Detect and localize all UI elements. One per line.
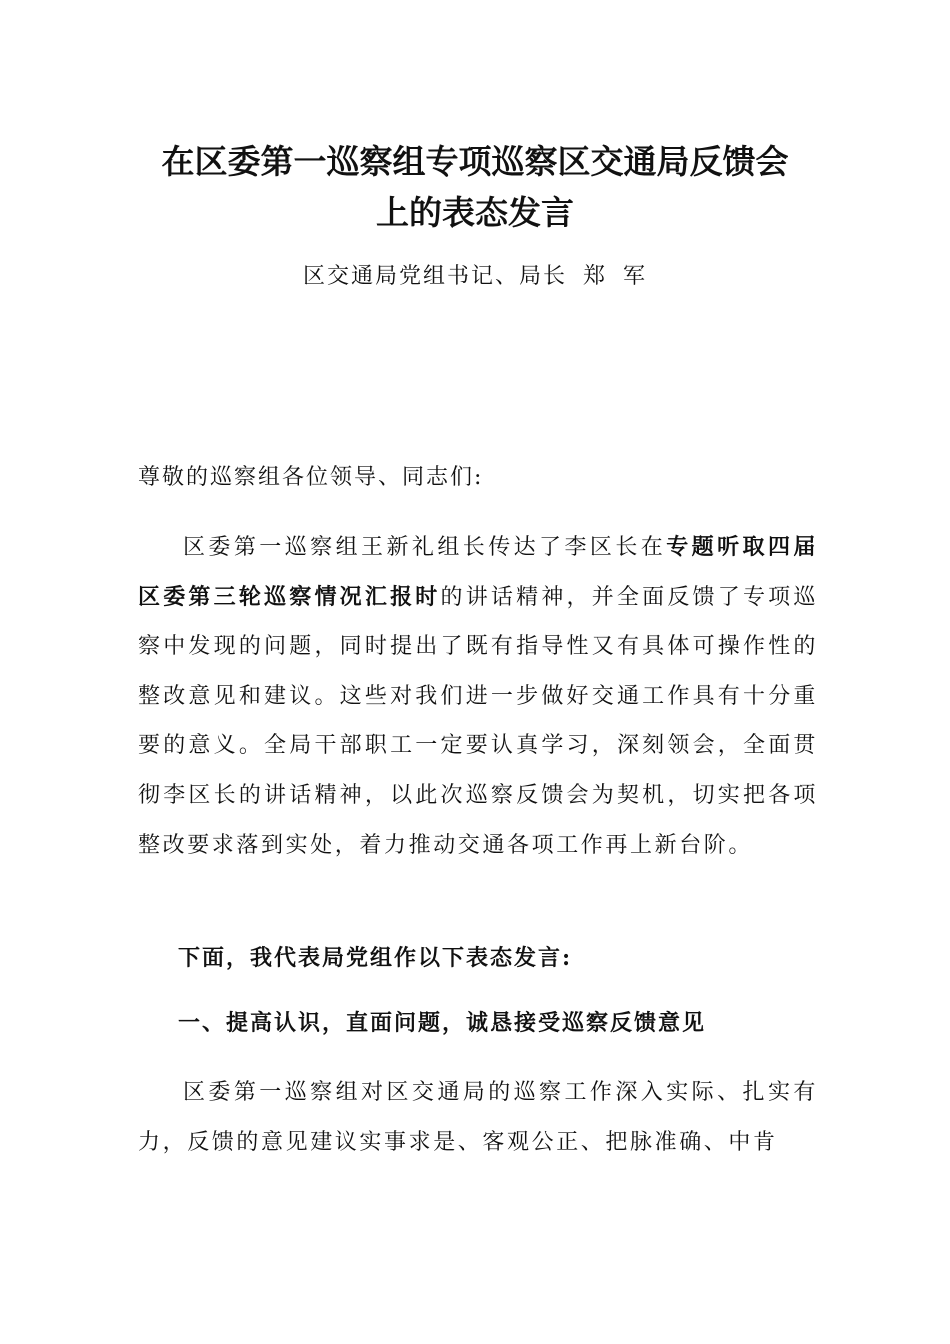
document-title-line-1: 在区委第一巡察组专项巡察区交通局反馈会 bbox=[161, 142, 789, 181]
paragraph-section-1: 区委第一巡察组对区交通局的巡察工作深入实际、扎实有力，反馈的意见建议实事求是、客观公正、把脉准确、中肯 bbox=[138, 1080, 818, 1155]
section-heading-1: 一、提高认识，直面问题，诚恳接受巡察反馈意见 bbox=[178, 1010, 707, 1036]
salutation: 尊敬的巡察组各位领导、同志们: bbox=[138, 465, 484, 490]
paragraph-opening-text-2: 的讲话精神，并全面反馈了专项巡察中发现的问题，同时提出了既有指导性又有具体可操作性的整改意见和建议。这些对我们进一步做好交通工作具有十分重要的意义。全局干部职工一定要认真学习，深刻领会，全面贯彻李区长的讲话精神，以此次巡察反馈会为契机，切实把各项整改要求落到实处，着力推动交通各项工作再上新台阶。 bbox=[138, 584, 818, 858]
document-title-line-2: 上的表态发言 bbox=[376, 193, 574, 232]
author-name-surname: 郑 bbox=[582, 264, 607, 289]
paragraph-opening bbox=[138, 523, 818, 870]
author-role: 区交通局党组书记、局长 bbox=[302, 264, 567, 289]
paragraph-opening-text-1: 区委第一巡察组王新礼组长传达了李区长在 bbox=[183, 535, 667, 560]
author-name-given: 军 bbox=[623, 264, 648, 289]
intro-heading: 下面，我代表局党组作以下表态发言: bbox=[178, 945, 573, 971]
paragraph-opening-bold-text: 专题听取四届区委第三轮巡察情况汇报时 bbox=[138, 534, 818, 610]
author-line bbox=[100, 262, 850, 292]
